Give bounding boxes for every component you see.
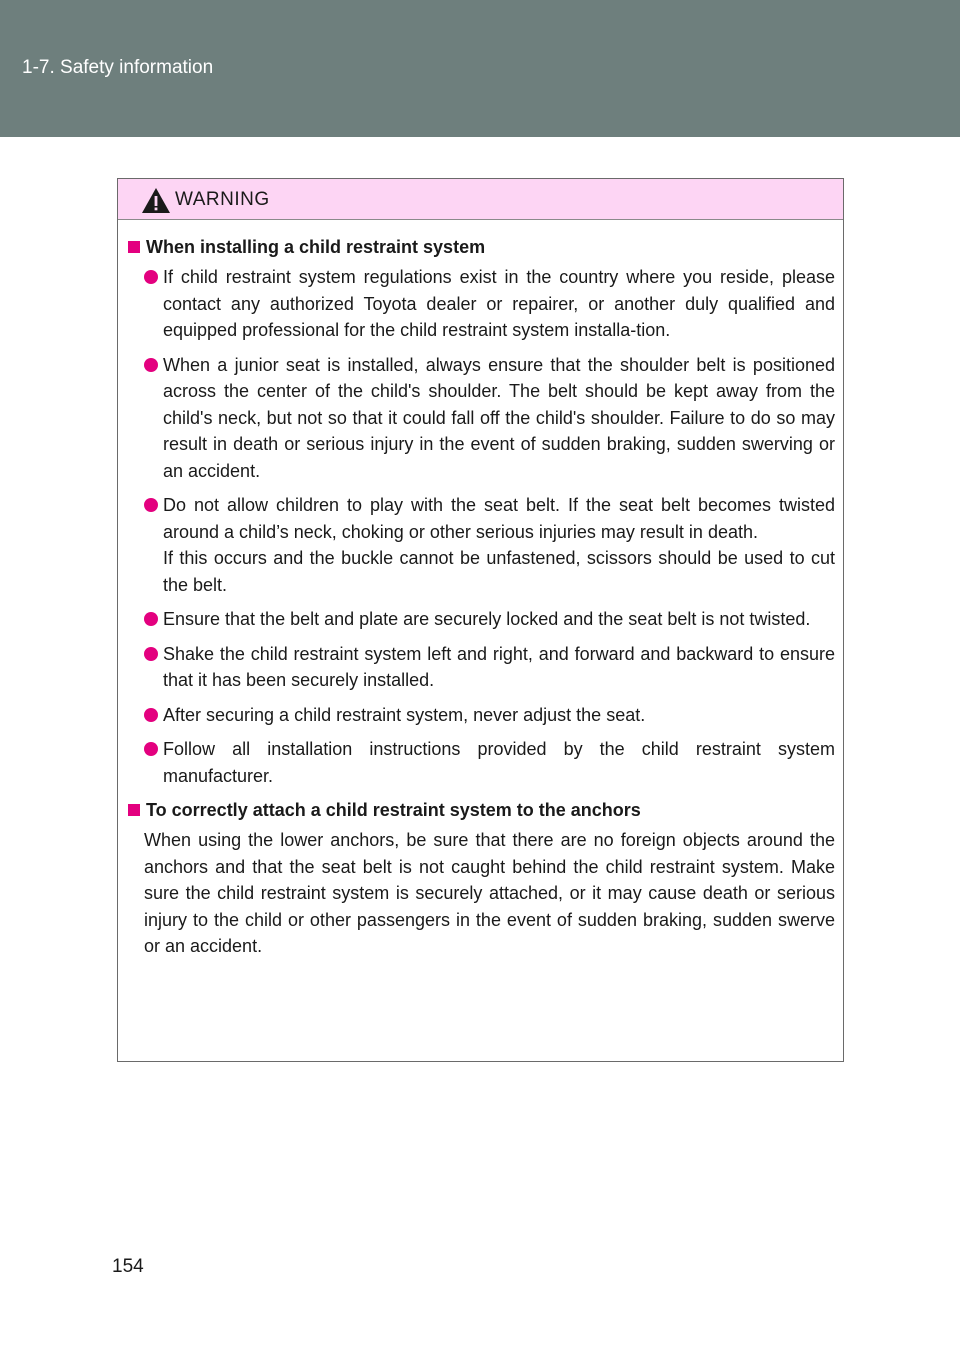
section-paragraph: When using the lower anchors, be sure that there are no foreign objects around the anchors and that the seat belt is not caught behind the child restraint system. Make sure the child restraint system is securely attached, or it may cause death or serious injury to the child or other passengers in the event of sudden braking, sudden swerve or an accident.	[144, 830, 835, 956]
dot-bullet-icon	[144, 742, 158, 756]
dot-bullet-icon	[144, 612, 158, 626]
warning-box	[117, 178, 844, 1062]
list-item: If child restraint system regulations exist in the country where you reside, please contact any authorized Toyota dealer or repairer, or another duly qualified and equipped professional for the child restraint system installa-tion.	[126, 264, 835, 344]
warning-body	[118, 220, 843, 960]
section-heading: To correctly attach a child restraint system to the anchors	[126, 797, 835, 824]
section-heading: When installing a child restraint system	[126, 234, 835, 261]
warning-icon	[141, 187, 171, 214]
dot-bullet-icon	[144, 498, 158, 512]
list-item: Shake the child restraint system left and right, and forward and backward to ensure that it has been securely installed.	[126, 641, 835, 694]
header-bar	[0, 0, 960, 137]
dot-bullet-icon	[144, 647, 158, 661]
list-item: Ensure that the belt and plate are securely locked and the seat belt is not twisted.	[126, 606, 835, 633]
square-bullet-icon	[128, 804, 140, 816]
warning-title: WARNING	[175, 189, 270, 210]
warning-header	[118, 179, 843, 220]
list-item: Do not allow children to play with the seat belt. If the seat belt becomes twisted around a child’s neck, choking or other serious injuries may result in death. If this occurs and the buckle cannot be unfastened, scissors should be used to cut the belt.	[126, 492, 835, 598]
dot-bullet-icon	[144, 358, 158, 372]
square-bullet-icon	[128, 241, 140, 253]
list-item: When a junior seat is installed, always ensure that the shoulder belt is positioned across the center of the child's shoulder. The belt should be kept away from the child's neck, but not so that it could fall off the child's shoulder. Failure to do so may result in death or serious injury in the event of sudden braking, sudden swerving or an accident.	[126, 352, 835, 485]
list-item: After securing a child restraint system, never adjust the seat.	[126, 702, 835, 729]
dot-bullet-icon	[144, 270, 158, 284]
list-item: Follow all installation instructions provided by the child restraint system manufacturer.	[126, 736, 835, 789]
page-number: 154	[112, 1256, 144, 1277]
section-title: 1-7. Safety information	[22, 57, 214, 78]
dot-bullet-icon	[144, 708, 158, 722]
